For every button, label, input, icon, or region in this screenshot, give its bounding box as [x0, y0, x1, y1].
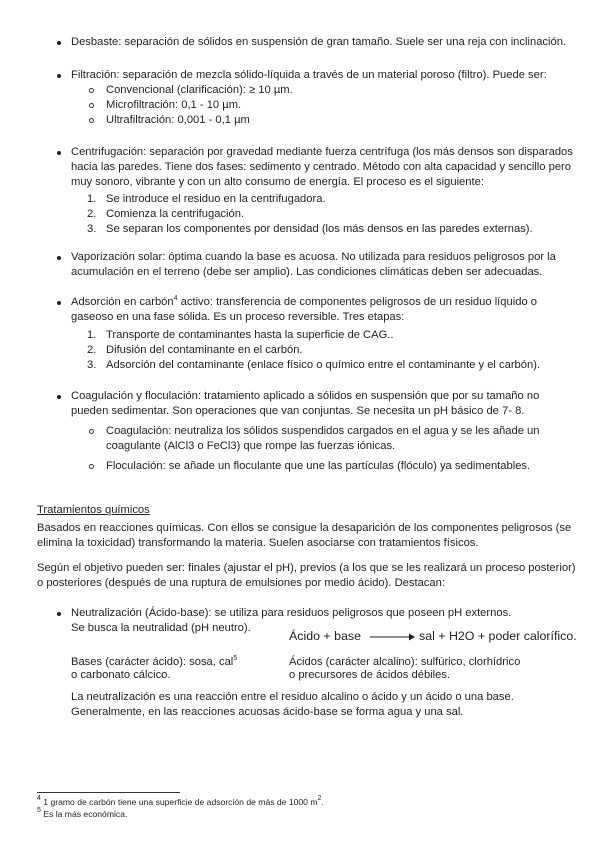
circle-bullet	[89, 464, 94, 469]
acidos-line: o precursores de ácidos débiles.	[289, 669, 451, 681]
adsorcion-step: Difusión del contaminante en el carbón.	[106, 344, 303, 356]
centrifugacion-line: Centrifugación: separación por gravedad mediante fuerza centrífuga (los más densos son disparados	[71, 146, 573, 158]
step-number: 1.	[87, 329, 97, 341]
reaction-arrow-icon	[369, 630, 415, 644]
paragraph-line: elimina la toxicidad) transformando la materia. Suelen asociarse con tratamientos físicos.	[37, 537, 479, 549]
coagulacion-sub-item: Coagulación: neutraliza los sólidos suspendidos cargados en el agua y se les añade un	[106, 425, 540, 437]
circle-bullet	[89, 429, 94, 434]
step-number: 3.	[87, 223, 97, 235]
bullet-dot	[57, 41, 61, 45]
centrifugacion-step: Se introduce el residuo en la centrifugadora.	[106, 193, 326, 205]
paragraph-line: Según el objetivo pueden ser: finales (ajustar el pH), previos (a los que se les realizará un proceso posterior)	[37, 562, 576, 574]
bullet-dot	[57, 74, 61, 78]
centrifugacion-line: hacia las paredes. Tiene dos fases: sedimento y centrado. Método con alta capacidad y sencillo pero	[71, 161, 572, 173]
neutralizacion-line: Se busca la neutralidad (pH neutro).	[71, 622, 251, 634]
filtracion-item: Filtración: separación de mezcla sólido-líquida a través de un material poroso (filtro). Puede ser:	[71, 69, 547, 81]
vaporizacion-line: Vaporización solar: óptima cuando la base es acuosa. No utilizada para residuos peligrosos por la	[71, 251, 556, 263]
bullet-dot	[57, 151, 61, 155]
footnote-ref-4: 4	[173, 295, 178, 302]
footnote-4: $^4$ 1 gramo de carbón tiene una superficie de adsorción de más de 1000 $m^2$.	[37, 795, 324, 807]
footnote-5: $^5$ Es la más económica.	[37, 807, 128, 819]
paragraph-line: o posteriores (después de una ruptura de emulsiones por medio ácido). Destacan:	[37, 577, 445, 589]
neutralizacion-paragraph: Generalmente, en las reacciones acuosas ácido-base se forma agua y una sal.	[71, 706, 464, 718]
bullet-dot	[57, 301, 61, 305]
coagulacion-sub-item: coagulante (AlCl3 o FeCl3) que rompe las fuerzas iónicas.	[106, 440, 396, 452]
bases-line: Bases (carácter ácido): sosa, cal$^5$	[71, 655, 238, 668]
step-number: 2.	[87, 344, 97, 356]
filtracion-sub-item: Ultrafiltración: 0,001 - 0,1 µm	[106, 114, 250, 126]
centrifugacion-step: Se separan los componentes por densidad (los más densos en las paredes externas).	[106, 223, 533, 235]
acidos-line: Ácidos (carácter alcalino): sulfúrico, clorhídrico	[289, 656, 521, 668]
bases-line: o carbonato cálcico.	[71, 669, 171, 681]
circle-bullet	[89, 88, 94, 93]
step-number: 3.	[87, 359, 97, 371]
floculacion-sub-item: Floculación: se añade un floculante que une las partículas (flóculo) ya sedimentables.	[106, 460, 531, 472]
coagulacion-line: Coagulación y floculación: tratamiento aplicado a sólidos en suspensión que por su tamaño no	[71, 390, 540, 402]
step-number: 2.	[87, 208, 97, 220]
footnote-separator	[37, 792, 180, 793]
adsorcion-step: Adsorción del contaminante (enlace físico o químico entre el contaminante y el carbón).	[106, 359, 541, 371]
circle-bullet	[89, 118, 94, 123]
desbaste-item: Desbaste: separación de sólidos en suspensión de gran tamaño. Suele ser una reja con inclinación.	[71, 36, 567, 48]
step-number: 1.	[87, 193, 97, 205]
adsorcion-line: gaseoso en una fase sólida. Es un proceso reversible. Tres etapas:	[71, 311, 405, 323]
centrifugacion-line: muy sonoro, vibrante y con un alto consumo de energía. El proceso es el siguiente:	[71, 176, 484, 188]
neutralizacion-paragraph: La neutralización es una reacción entre el residuo alcalino o ácido y un ácido o una base.	[71, 691, 514, 703]
adsorcion-line: Adsorción en carbón$^4$ activo: transferencia de componentes peligrosos de un residuo líquido o	[71, 295, 537, 308]
filtracion-sub-item: Convencional (clarificación): ≥ 10 µm.	[106, 84, 293, 96]
circle-bullet	[89, 103, 94, 108]
bullet-dot	[57, 256, 61, 260]
bullet-dot	[57, 395, 61, 399]
footnote-ref-5: 5	[233, 655, 238, 662]
neutralizacion-line: Neutralización (Ácido-base): se utiliza para residuos peligrosos que poseen pH externos.	[71, 607, 512, 619]
formula-products: sal + H2O + poder calorífico.	[419, 629, 577, 643]
vaporizacion-line: acumulación en el terreno (debe ser amplio). Las condiciones climáticas deben ser adecuadas.	[71, 266, 543, 278]
adsorcion-step: Transporte de contaminantes hasta la superficie de CAG..	[106, 329, 394, 341]
coagulacion-line: pueden sedimentar. Son operaciones que van conjuntas. Se necesita un pH básico de 7- 8.	[71, 405, 525, 417]
filtracion-sub-item: Microfiltración: 0,1 - 10 µm.	[106, 99, 242, 111]
formula-reactants: Ácido + base	[289, 629, 361, 643]
bullet-dot	[57, 612, 61, 616]
centrifugacion-step: Comienza la centrifugación.	[106, 208, 245, 220]
section-heading: Tratamientos químicos	[37, 504, 150, 516]
paragraph-line: Basados en reacciones químicas. Con ellos se consigue la desaparición de los componentes peligrosos (se	[37, 522, 572, 534]
